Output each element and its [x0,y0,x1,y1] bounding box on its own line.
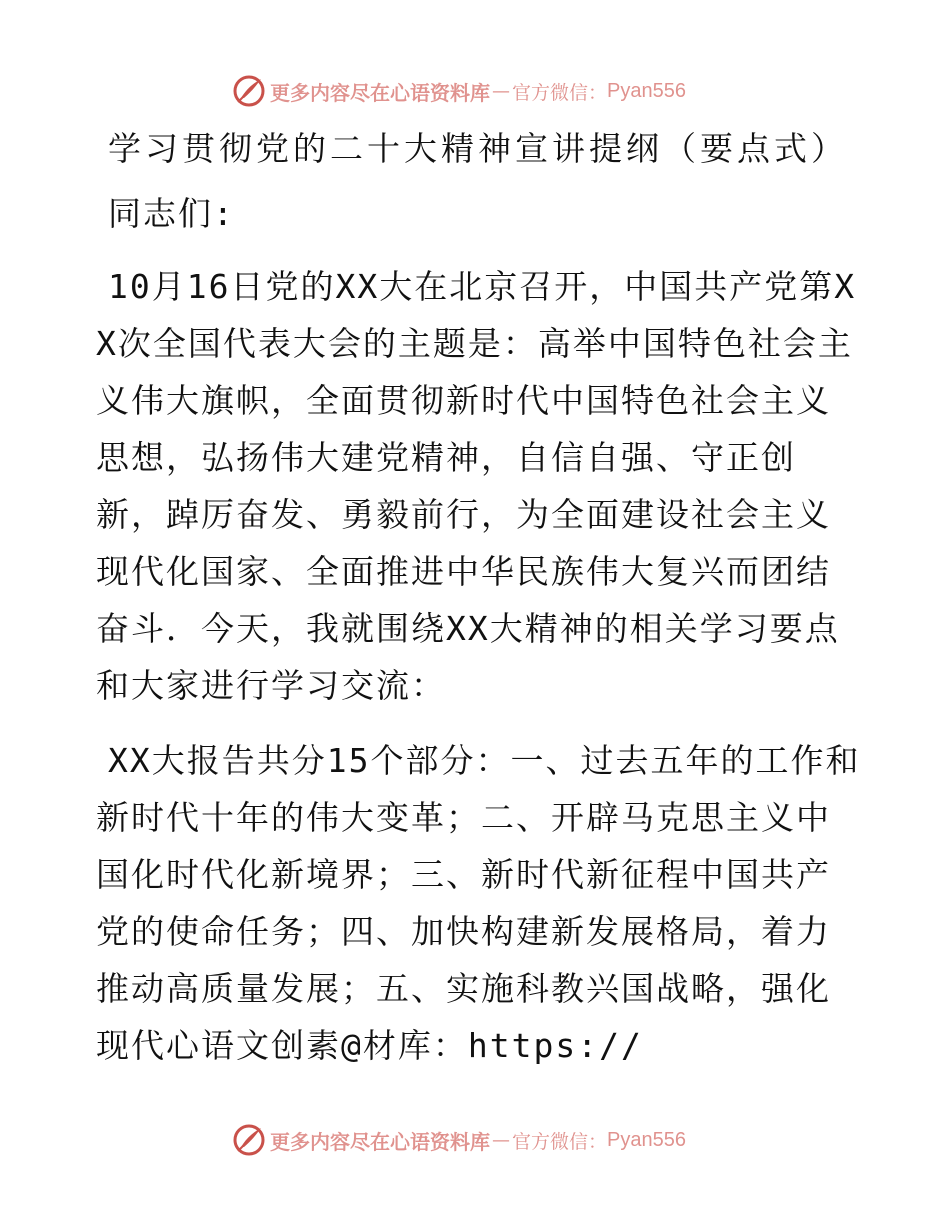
document-title: 学习贯彻党的二十大精神宣讲提纲（要点式） [108,129,848,168]
banner-slogan: 更多内容尽在心语资料库 [270,1129,490,1154]
banner-dash: — [492,80,510,102]
banner-dash: — [492,1129,510,1151]
quill-logo-icon [232,1123,266,1157]
footer-banner [232,1121,686,1159]
banner-slogan: 更多内容尽在心语资料库 [270,80,490,105]
paragraph-intro: 10月16日党的XX大在北京召开，中国共产党第XX次全国代表大会的主题是：高举中国特色社会主义伟大旗帜，全面贯彻新时代中国特色社会主义思想，弘扬伟大建党精神，自信自强、守正创新，踔厉奋发、勇毅前行，为全面建设社会主义现代化国家、全面推进中华民族伟大复兴而团结奋斗．今天，我就围绕XX大精神的相关学习要点和大家进行学习交流： [96,267,857,705]
paragraph-report-sections: XX大报告共分15个部分：一、过去五年的工作和新时代十年的伟大变革；二、开辟马克思主义中国化时代化新境界；三、新时代新征程中国共产党的使命任务；四、加快构建新发展格局，着力推动高质量发展；五、实施科教兴国战略，强化现代心语文创素@材库：https:// [96,741,861,1065]
banner-wechat-id: Pyan556 [607,79,686,102]
document-body [96,120,864,1092]
header-banner [232,72,686,110]
banner-wechat-label: 官方微信： [512,81,608,104]
greeting: 同志们: [108,194,235,233]
banner-wechat-label: 官方微信： [512,1130,608,1153]
quill-logo-icon [232,74,266,108]
banner-wechat-id: Pyan556 [607,1128,686,1151]
